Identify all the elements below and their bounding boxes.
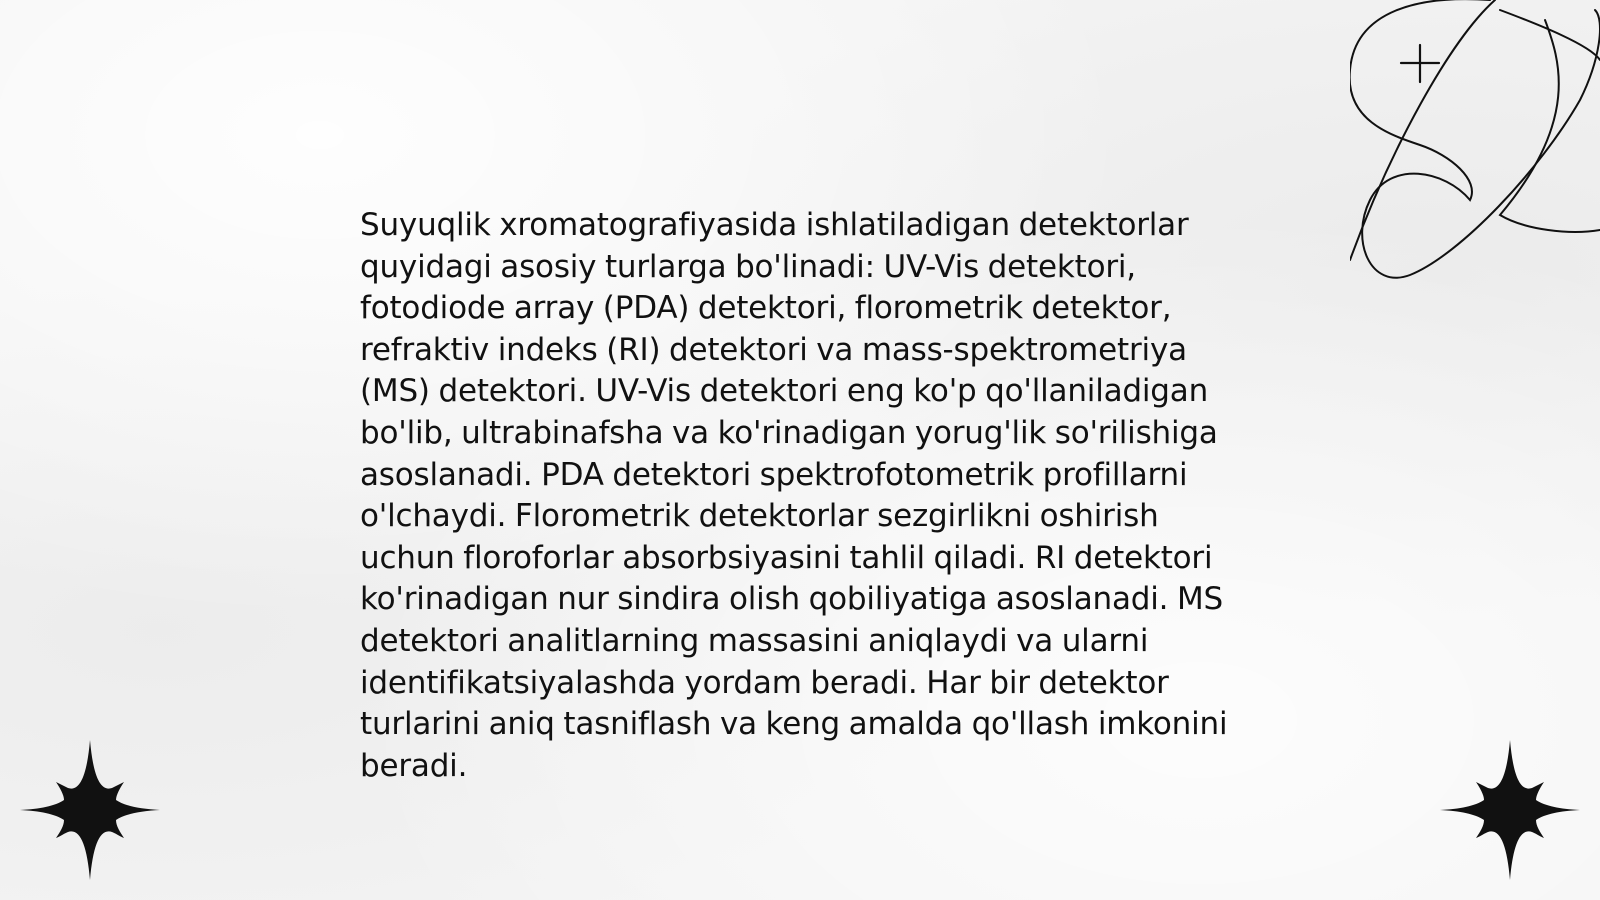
four-point-star-icon bbox=[20, 740, 160, 880]
orbit-sparkle-icon bbox=[1350, 0, 1600, 290]
slide-body-text: Suyuqlik xromatografiyasida ishlatiladigan detektorlar quyidagi asosiy turlarga bo'linadi: UV-Vis detektori, fotodiode array (PDA) detektori, florometrik detektor, refraktiv indeks (RI) detektori va mass-spektrometriya (MS) detektori. UV-Vis detektori eng ko'p qo'llaniladigan bo'lib, ultrabinafsha va ko'rinadigan yorug'lik so'rilishiga asoslanadi. PDA detektori spektrofotometrik profillarni o'lchaydi. Florometrik detektorlar sezgirlikni oshirish uchun floroforlar absorbsiyasini tahlil qiladi. RI detektori ko'rinadigan nur sindira olish qobiliyatiga asoslanadi. MS detektori analitlarning massasini aniqlaydi va ularni identifikatsiyalashda yordam beradi. Har bir detektor turlarini aniq tasniflash va keng amalda qo'llash imkonini beradi. bbox=[360, 207, 1228, 784]
four-point-star-icon bbox=[1440, 740, 1580, 880]
